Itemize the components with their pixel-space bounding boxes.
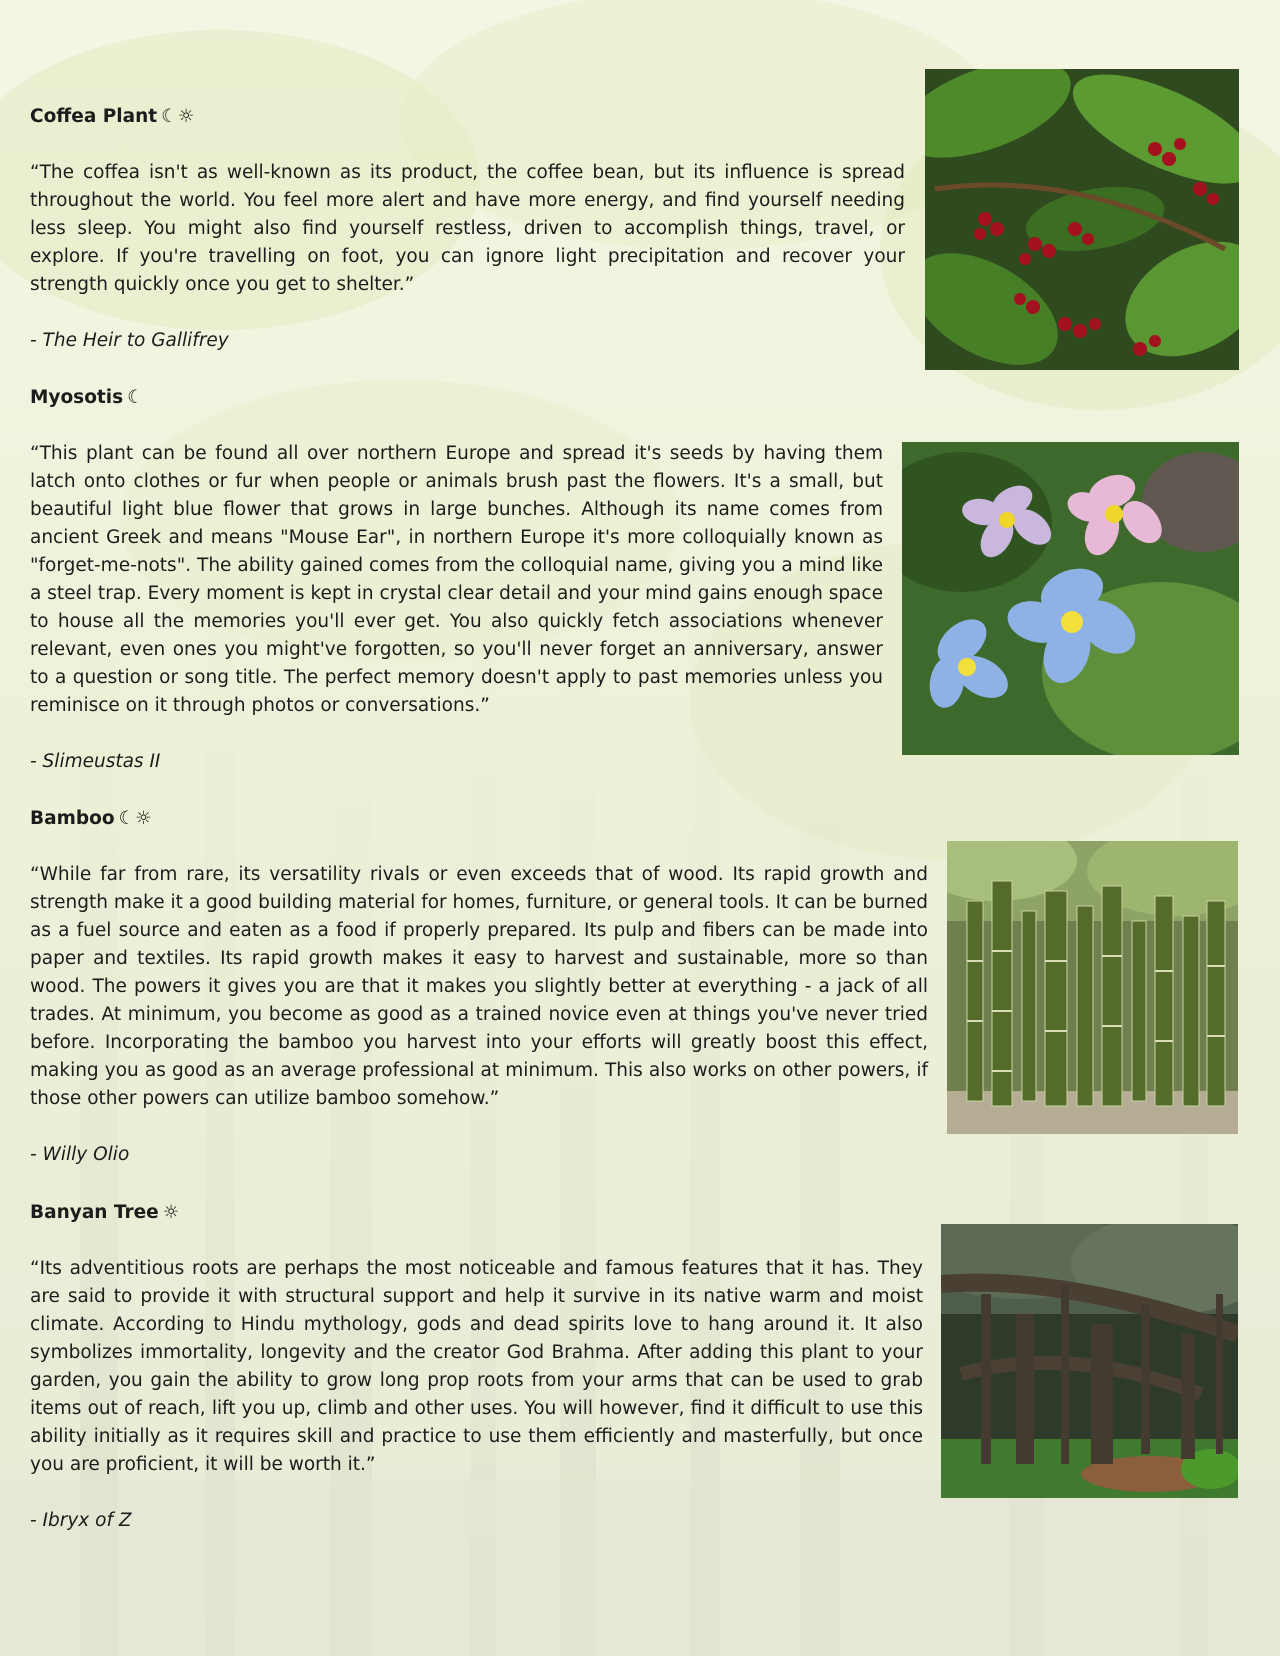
entry-title xyxy=(30,805,928,833)
sun-icon: ☼ xyxy=(162,1202,180,1223)
entry-author: - Slimeustas II xyxy=(30,751,161,772)
moon-sun-icon: ☾☼ xyxy=(118,808,152,829)
entry-author: - The Heir to Gallifrey xyxy=(30,330,229,351)
entry-title-text: Myosotis xyxy=(30,387,124,408)
entry-author: - Willy Olio xyxy=(30,1144,130,1165)
forget-me-not-photo xyxy=(902,442,1239,755)
entry-quote: “While far from rare, its versatility rivals or even exceeds that of wood. Its rapid growth and strength make it a good building material for homes, furniture, or general tools. It can be burned as a fuel source and eaten as a food if properly prepared. Its pulp and fibers can be made into paper and textiles. Its rapid growth makes it easy to harvest and sustainable, more so than wood. The powers it gives you are that it makes you slightly better at everything - a jack of all trades. At minimum, you become as good as a trained novice even at things you've never tried before. Incorporating the bamboo you harvest into your efforts will greatly boost this effect, making you as good as an average professional at minimum. This also works on other powers, if those other powers can utilize bamboo somehow.” xyxy=(30,864,928,1109)
entry-title xyxy=(30,103,905,131)
bamboo-grove-photo xyxy=(947,841,1238,1134)
banyan-tree-photo xyxy=(941,1224,1238,1498)
entry-myosotis xyxy=(30,384,883,776)
entry-quote: “The coffea isn't as well-known as its product, the coffee bean, but its influence is spread throughout the world. You feel more alert and have more energy, and find yourself needing less sleep. You might also find yourself restless, driven to accomplish things, travel, or explore. If you're travelling on foot, you can ignore light precipitation and recover your strength quickly once you get to shelter.” xyxy=(30,162,905,295)
moon-sun-icon: ☾☼ xyxy=(161,106,195,127)
entry-quote: “This plant can be found all over northern Europe and spread it's seeds by having them latch onto clothes or fur when people or animals brush past the flowers. It's a small, but beautiful light blue flower that grows in large bunches. Although its name comes from ancient Greek and means "Mouse Ear", in northern Europe it's more colloquially known as "forget-me-nots". The ability gained comes from the colloquial name, giving you a mind like a steel trap. Every moment is kept in crystal clear detail and your mind gains enough space to house all the memories you'll ever get. You also quickly fetch associations whenever relevant, even ones you might've forgotten, so you'll never forget an anniversary, answer to a question or song title. The perfect memory doesn't apply to past memories unless you reminisce on it through photos or conversations.” xyxy=(30,443,883,716)
entry-author: - Ibryx of Z xyxy=(30,1510,132,1531)
moon-icon: ☾ xyxy=(127,387,144,408)
entry-bamboo xyxy=(30,805,928,1169)
entry-banyan-tree xyxy=(30,1199,923,1535)
entry-title-text: Coffea Plant xyxy=(30,106,158,127)
entry-title xyxy=(30,1199,923,1227)
entry-quote: “Its adventitious roots are perhaps the most noticeable and famous features that it has. They are said to provide it with structural support and help it survive in its native warm and moist climate. According to Hindu mythology, gods and dead spirits love to hang around it. It also symbolizes immortality, longevity and the creator God Brahma. After adding this plant to your garden, you gain the ability to grow long prop roots from your arms that can be used to grab items out of reach, lift you up, climb and other uses. You will however, find it difficult to use this ability initially as it requires skill and practice to use them efficiently and masterfully, but once you are proficient, it will be worth it.” xyxy=(30,1258,923,1475)
entry-title-text: Banyan Tree xyxy=(30,1202,159,1223)
entry-title-text: Bamboo xyxy=(30,808,115,829)
coffee-plant-photo xyxy=(925,69,1239,370)
entry-title xyxy=(30,384,883,412)
entry-coffea-plant xyxy=(30,103,905,355)
